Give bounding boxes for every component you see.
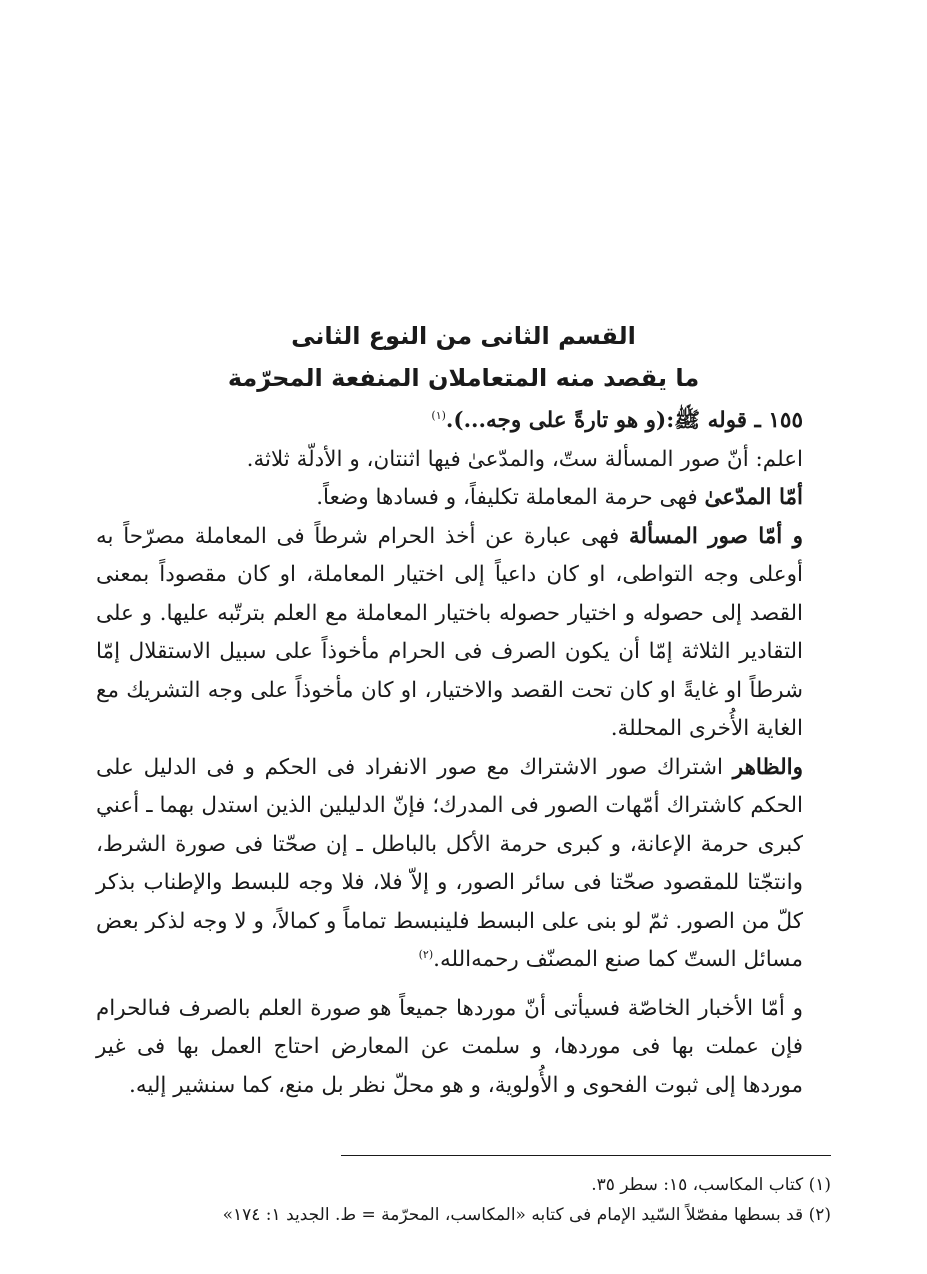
claim-lead: أمّا المدّعىٰ xyxy=(704,485,803,510)
item-number: ١٥٥ ـ قوله ﷺ: xyxy=(666,408,803,433)
cases-lead: و أمّا صور المسألة xyxy=(629,523,803,549)
paragraph-apparent xyxy=(96,749,831,980)
paragraph-155 xyxy=(96,402,831,441)
footnote-ref-1: (١) xyxy=(431,408,446,422)
paragraph-claim xyxy=(96,479,831,518)
footnote-1: (١) كتاب المكاسب، ١٥: سطر ٣٥. xyxy=(591,1175,831,1195)
apparent-text: اشتراك صور الاشتراك مع صور الانفراد فى الحكم و فى الدليل على الحكم كاشتراك أمّهات الصور فى المدرك؛ فإنّ الدليلين الذين استدل بهما ـ أعني كبرى حرمة الإعانة، و كبرى حرمة الأكل بالباطل ـ إن صحّتا فى صورة الشرط، وانتجّتا للمقصود صحّتا فى سائر الصور، و إلاّ فلا، فلا وجه للبسط والإطناب بذكر كلّ من الصور. ثمّ لو بنى على البسط فلينبسط تماماً و كمالاً، و لا وجه لذكر بعض مسائل الستّ كما صنع المصنّف رحمه‌الله. xyxy=(96,754,803,972)
paragraph-reports: و أمّا الأخبار الخاصّة فسيأتى أنّ موردها جميعاً هو صورة العلم بالصرف فىالحرام فإن عملت بها فى موردها، و سلمت عن المعارض احتاج العمل بها فى غير موردها إلى ثبوت الفحوى و الأُولوية، و هو محلّ نظر بل منع، كما سنشير إليه. xyxy=(96,995,803,1098)
section-title: القسم الثانى من النوع الثانى xyxy=(291,322,636,350)
paragraph-intro: اعلم: أنّ صور المسألة ستّ، والمدّعىٰ فيها اثنتان، و الأدلّة ثلاثة. xyxy=(246,446,803,472)
body-text xyxy=(96,402,831,1105)
footnote-divider xyxy=(341,1155,831,1156)
paragraph-cases xyxy=(96,518,831,749)
footnote-2: (٢) قد بسطها مفصّلاً السّيد الإمام فى كتابه «المكاسب، المحرّمة = ط. الجديد ١: ١٧٤» xyxy=(222,1205,831,1225)
quoted-text: (و هو تارةً على وجه...). xyxy=(445,408,667,433)
footnote-ref-2: (٢) xyxy=(418,947,434,961)
cases-text: فهى عبارة عن أخذ الحرام شرطاً فى المعاملة مصرّحاً به أوعلى وجه التواطى، او كان داعياً إلى اختيار المعاملة، او كان مقصوداً بمعنى القصد إلى حصوله و اختيار حصوله باختيار المعاملة مع العلم بترتّبه عليها. و على التقادير الثلاثة إمّا أن يكون الصرف فى الحرام مأخوذاً على سبيل الاستقلال إمّا شرطاً او غايةً او كان تحت القصد والاختيار، او كان مأخوذاً على وجه التشريك مع الغاية الأُخرى المحللة. xyxy=(96,523,803,741)
claim-text: فهى حرمة المعاملة تكليفاً، و فسادها وضعاً. xyxy=(316,485,705,510)
section-subtitle: ما يقصد منه المتعاملان المنفعة المحرّمة xyxy=(227,364,700,392)
apparent-lead: والظاهر xyxy=(732,754,803,780)
footnotes xyxy=(96,1170,831,1230)
